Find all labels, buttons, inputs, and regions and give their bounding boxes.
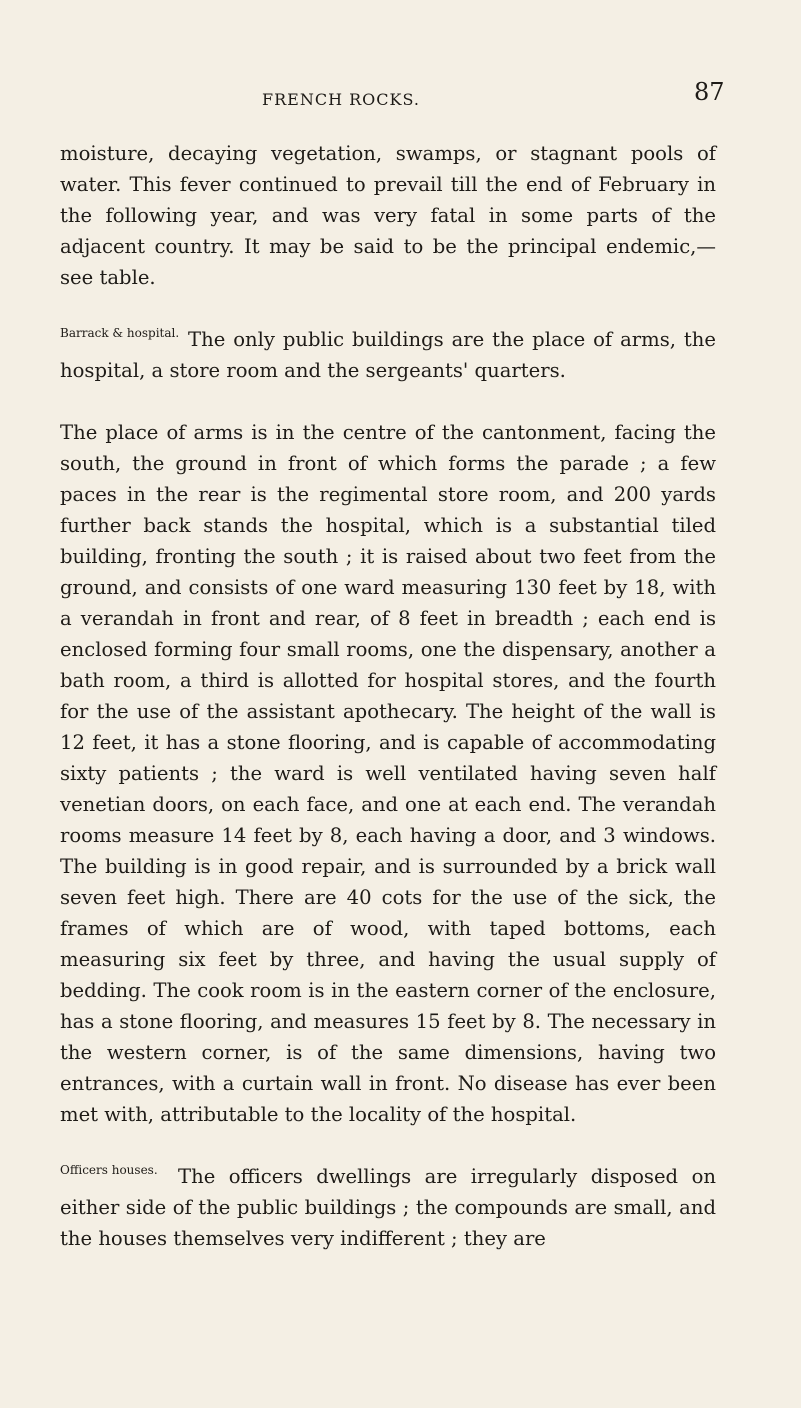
paragraph-continued: moisture, decaying vegetation, swamps, or stagnant pools of water. This fever continued to prevail till the end of February in the following year, and was very fatal in some parts of the adjacent country. It may be said to be the principal endemic,—see table. <box>60 142 716 289</box>
paragraph-place-of-arms: The place of arms is in the centre of the cantonment, facing the south, the ground in front of which forms the parade ; a few paces in the rear is the regimental store room, and 200 yards further back stands the hospital, which is a substantial tiled building, fronting the south ; it is raised about two feet from the ground, and consists of one ward measuring 130 feet by 18, with a verandah in front and rear, of 8 feet in breadth ; each end is enclosed forming four small rooms, one the dispensary, another a bath room, a third is allotted for hospital stores, and the fourth for the use of the assistant apothecary. The height of the wall is 12 feet, it has a stone flooring, and is capable of accommodating sixty patients ; the ward is well ventilated having seven half venetian doors, on each face, and one at each end. The verandah rooms measure 14 feet by 8, each having a door, and 3 windows. The building is in good repair, and is surrounded by a brick wall seven feet high. There are 40 cots for the use of the sick, the frames of which are of wood, with taped bottoms, each measuring six feet by three, and having the usual supply of bedding. The cook room is in the eastern corner of the enclosure, has a stone flooring, and measures 15 feet by 8. The necessary in the western corner, is of the same dimensions, having two entrances, with a curtain wall in front. No disease has ever been met with, attributable to the locality of the hospital. <box>60 421 716 1126</box>
paragraph-spacer <box>60 386 716 417</box>
side-note-barrack-hospital: Barrack & hospital. <box>60 326 180 340</box>
running-head <box>0 76 801 116</box>
paragraph-barrack-hospital <box>60 324 716 386</box>
paragraph-text: The officers dwellings are irregularly disposed on either side of the public buildings ; the compounds are small, and the houses themselves very indifferent ; they are <box>60 1165 716 1250</box>
paragraph-spacer <box>60 1130 716 1161</box>
paragraph-officers-houses <box>60 1161 716 1254</box>
side-note-officers-houses: Officers houses. <box>60 1163 158 1177</box>
paragraph-text: The only public buildings are the place of arms, the hospital, a store room and the sergeants' quarters. <box>60 328 716 382</box>
page-number: 87 <box>694 78 725 106</box>
running-title: FRENCH ROCKS. <box>262 90 420 109</box>
paragraph-spacer <box>60 293 716 324</box>
body-text <box>60 138 716 1254</box>
